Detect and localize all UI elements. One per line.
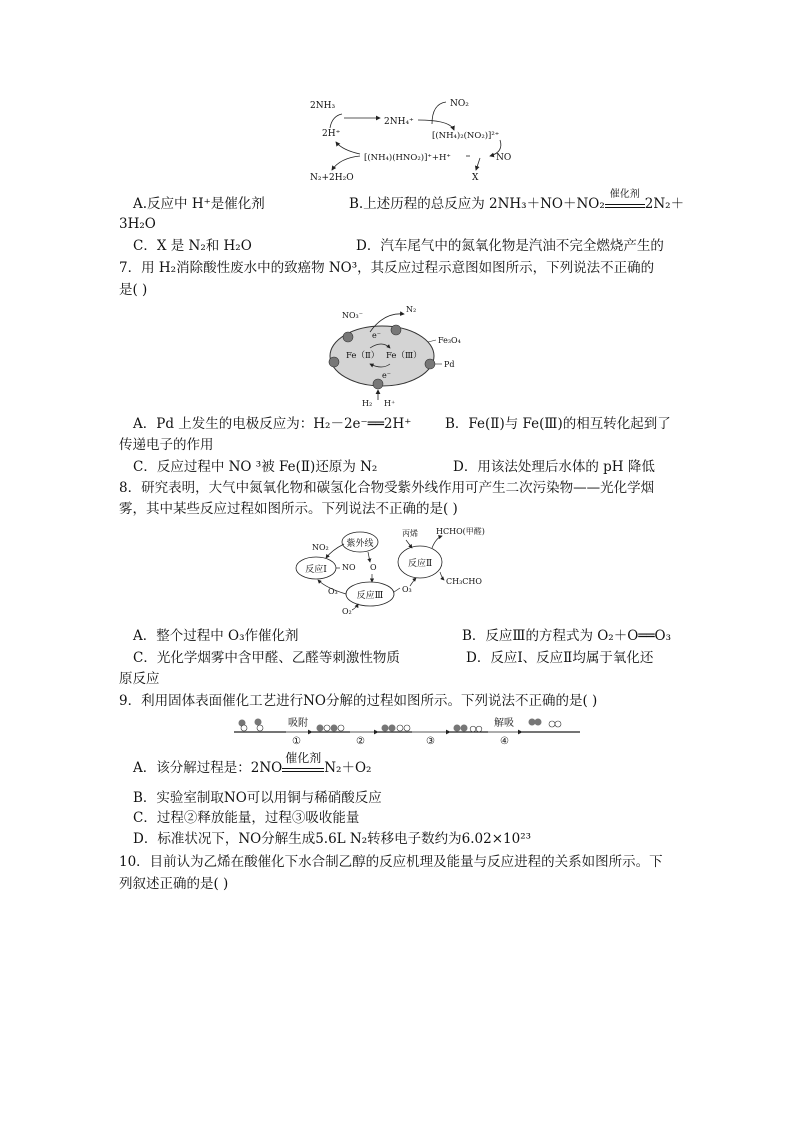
q7-option-c: C．反应过程中 NO ³被 Fe(Ⅱ)还原为 N₂ — [133, 459, 378, 475]
label-h2: H₂ — [362, 399, 373, 408]
q6-option-b: B.上述历程的总反应为 2NH₃＋NO＋NO₂ 催化剂 2N₂＋ — [349, 189, 685, 212]
label-propene: 丙烯 — [402, 529, 418, 538]
label-o: O — [370, 563, 377, 572]
surface-1 — [234, 719, 286, 733]
label-fe3o4: Fe₃O₄ — [438, 336, 461, 345]
surface-4 — [450, 725, 488, 733]
label-o2: O₂ — [342, 607, 352, 616]
label-hcho: HCHO(甲醛) — [436, 527, 485, 536]
label-step-2: ② — [356, 736, 365, 747]
label-no: NO — [496, 153, 512, 163]
surface-5 — [522, 719, 580, 733]
arrow-propene-r2 — [406, 540, 412, 548]
label-r1: 反应Ⅰ — [305, 565, 327, 575]
arrow-r3-o3 — [394, 588, 400, 592]
label-step-1: ① — [292, 736, 301, 747]
label-ch3cho: CH₃CHO — [446, 577, 482, 586]
arrow-h-up — [330, 114, 342, 128]
label-h: H⁺ — [384, 399, 396, 408]
arrow-o3-r2 — [410, 578, 416, 586]
label-complex2: [(NH₄)(HNO₂)]⁺+H⁺ — [364, 153, 451, 163]
label-no2: NO₂ — [312, 543, 329, 552]
arrow-nh4-complex — [418, 120, 454, 130]
pd-particle — [329, 357, 339, 367]
surface-3 — [378, 725, 412, 733]
arrow-x — [476, 158, 480, 170]
label-no3: NO₃⁻ — [342, 311, 363, 320]
q7-option-b: B．Fe(Ⅱ)与 Fe(Ⅲ)的相互转化起到了 — [445, 416, 671, 432]
arrow-to-h — [336, 142, 360, 154]
q8-option-c: C．光化学烟雾中含甲醛、乙醛等刺激性物质 — [133, 650, 400, 666]
reaction-cycle-diagram — [300, 92, 540, 184]
q8-option-a: A．整个过程中 O₃作催化剂 — [133, 628, 299, 644]
q6-option-b-cont: 3H₂O — [119, 216, 156, 232]
label-r3: 反应Ⅲ — [356, 591, 384, 601]
q6-option-a: A.反应中 H⁺是催化剂 — [133, 196, 265, 212]
arrow-uv-o — [368, 552, 370, 562]
label-no: NO — [342, 563, 356, 572]
q9-option-d: D．标准状况下，NO分解生成5.6L N₂转移电子数约为6.02×10²³ — [133, 831, 532, 847]
label-2nh3: 2NH₃ — [310, 101, 336, 111]
q8-stem-1: 8．研究表明，大气中氮氧化物和碳氢化合物受紫外线作用可产生二次污染物——光化学烟 — [119, 480, 655, 496]
q9-option-c: C．过程②释放能量，过程③吸收能量 — [133, 810, 360, 826]
photochemical-smog-diagram — [286, 522, 496, 618]
label-products: N₂+2H₂O — [310, 173, 354, 183]
label-step-4: ④ — [500, 736, 509, 747]
q9-stem: 9．利用固体表面催化工艺进行NO分解的过程如图所示。下列说法不正确的是( ) — [119, 693, 598, 709]
q10-stem-1: 10．目前认为乙烯在酸催化下水合制乙醇的反应机理及能量与反应进程的关系如图所示。下 — [119, 854, 663, 870]
label-fe2: Fe（Ⅱ） — [346, 351, 380, 361]
q8-stem-2: 雾，其中某些反应过程如图所示。下列说法不正确的是( ) — [119, 501, 458, 517]
q6-option-c: C．X 是 N₂和 H₂O — [133, 238, 252, 254]
q7-stem-2: 是( ) — [119, 282, 148, 298]
catalyst-label: 催化剂 — [282, 760, 324, 772]
leader-fe3o4 — [428, 340, 436, 342]
q9-option-a: A．该分解过程是：2NO 催化剂 N₂＋O₂ — [133, 751, 372, 776]
label-uv: 紫外线 — [346, 539, 374, 549]
label-r2: 反应Ⅱ — [407, 559, 433, 569]
label-2h: 2H⁺ — [322, 129, 341, 139]
fe-pd-catalyst-diagram — [320, 302, 490, 410]
q6-option-d: D．汽车尾气中的氮氧化物是汽油不完全燃烧产生的 — [356, 238, 664, 254]
label-o3-left: O₃ — [328, 587, 338, 596]
arrow-r2-hcho — [432, 536, 442, 548]
label-complex1: [(NH₄)₂(NO₂)]²⁺ — [432, 131, 500, 141]
surface-2 — [312, 725, 350, 733]
q10-stem-2: 列叙述正确的是( ) — [119, 876, 229, 892]
label-desorb: 解吸 — [494, 718, 514, 729]
label-no2: NO₂ — [450, 99, 469, 109]
q8-option-d: D．反应Ⅰ、反应Ⅱ均属于氧化还 — [466, 650, 654, 666]
pd-particle — [425, 359, 435, 369]
label-adsorb: 吸附 — [288, 718, 308, 729]
q8-option-b: B．反应Ⅲ的方程式为 O₂＋O══O₃ — [462, 628, 672, 644]
q9-option-b: B．实验室制取NO可以用铜与稀硝酸反应 — [133, 790, 382, 806]
q7-option-a: A．Pd 上发生的电极反应为：H₂－2e⁻══2H⁺ — [133, 416, 412, 432]
label-n2: N₂ — [406, 305, 417, 314]
q7-option-b-cont: 传递电子的作用 — [119, 437, 214, 453]
label-e-bottom: e⁻ — [382, 371, 391, 380]
no-decomposition-process — [232, 712, 592, 748]
q7-option-d: D．用该法处理后水体的 pH 降低 — [453, 459, 655, 475]
q8-option-d-cont: 原反应 — [119, 671, 160, 687]
label-step-3: ③ — [426, 736, 435, 747]
catalyst-label: 催化剂 — [605, 196, 645, 208]
label-pd: Pd — [444, 360, 455, 369]
label-e-top: e⁻ — [372, 331, 381, 340]
pd-particle — [343, 332, 353, 342]
q7-stem-1: 7．用 H₂消除酸性废水中的致癌物 NO³，其反应过程示意图如图所示，下列说法不正确的 — [119, 260, 655, 276]
label-o3-right: O₃ — [402, 585, 412, 594]
arrow-r2-ch3cho — [440, 572, 444, 580]
pd-particle — [391, 325, 401, 335]
pd-particle — [373, 379, 383, 389]
arrow-o2-r3 — [352, 604, 358, 610]
arrow-to-products — [332, 156, 360, 170]
label-fe3: Fe（Ⅲ） — [386, 351, 422, 361]
label-x: X — [472, 173, 479, 183]
label-2nh4: 2NH₄⁺ — [384, 117, 414, 127]
